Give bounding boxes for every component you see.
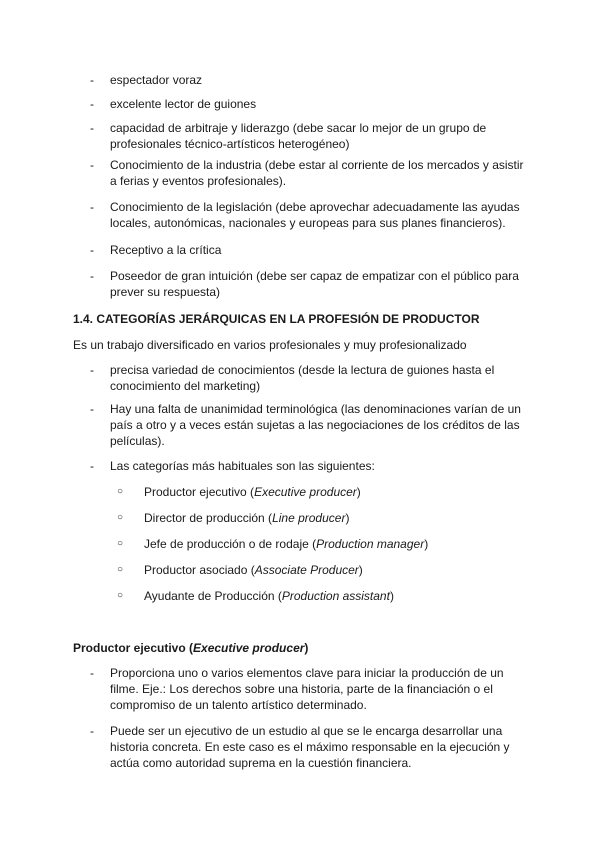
- list-item-text: compromiso de un talento artístico determinado.: [110, 698, 367, 712]
- list-item-text: profesionales técnico-artísticos heterogéneo): [110, 137, 350, 151]
- subsection-heading: Productor ejecutivo (Executive producer): [73, 641, 309, 655]
- dash-bullet: -: [90, 666, 94, 680]
- dash-bullet: -: [90, 363, 94, 377]
- dash-bullet: -: [90, 158, 94, 172]
- category-english-name: Production assistant: [281, 589, 390, 603]
- dash-bullet: -: [90, 121, 94, 135]
- circle-bullet-icon: ○: [117, 538, 124, 549]
- list-item-text: Proporciona uno o varios elementos clave para iniciar la producción de un: [110, 666, 504, 680]
- section-heading: 1.4. CATEGORÍAS JERÁRQUICAS EN LA PROFESIÓN DE PRODUCTOR: [73, 312, 480, 326]
- list-item-text: Hay una falta de unanimidad terminológica (las denominaciones varían de un: [110, 402, 521, 416]
- list-item-text: a ferias y eventos profesionales).: [110, 174, 287, 188]
- list-item-text: filme. Eje.: Los derechos sobre una historia, parte de la financiación o el: [110, 682, 493, 696]
- category-name: Ayudante de Producción (: [144, 589, 282, 603]
- document-page: - espectador voraz - excelente lector de guiones - capacidad de arbitraje y liderazgo (debe sacar lo mejor de un grupo de profesionales técnico-artísticos heterogéneo) - Conocimiento de la industria (debe estar al corriente de los mercados y asistir a ferias y eventos profesionales). - Conocimiento de la legislación (debe aprovechar adecuadamente las ayudas locales, autonómicas, nacionales y europeas para sus planes financieros). - Receptivo a la crítica - Poseedor de gran intuición (debe ser capaz de empatizar con el público para prever su respuesta) 1.4. CATEGORÍAS JERÁRQUICAS EN LA PROFESIÓN DE PRODUCTOR Es un trabajo diversificado en varios profesionales y muy profesionalizado - precisa variedad de conocimientos (desde la lectura de guiones hasta el conocimiento del marketing) - Hay una falta de unanimidad terminológica (las denominaciones varían de un país a otro y a veces están sujetas a las negociaciones de los créditos de las películas). - Las categorías más habituales son las siguientes: ○ Productor ejecutivo (Executive producer) ○ Director de producción (Line producer) ○ Jefe de producción o de rodaje (Production manager) ○ Productor asociado (Associate Producer) ○ Ayudante de Producción (Production assistant) Productor ejecutivo (Executive producer) - Proporciona uno o varios elementos clave para iniciar la producción de un filme. Eje.: Los derechos sobre una historia, parte de la financiación o el compromiso de un talento artístico determinado. - Puede ser un ejecutivo de un estudio al que se le encarga desarrollar una historia concreta. En este caso es el máximo responsable en la ejecución y actúa como autoridad suprema en la cuestión financiera.: [0, 0, 600, 848]
- list-item-text: Conocimiento de la legislación (debe aprovechar adecuadamente las ayudas: [110, 200, 520, 214]
- dash-bullet: -: [90, 724, 94, 738]
- category-english-name: Line producer: [272, 511, 346, 525]
- list-item-text: Las categorías más habituales son las siguientes:: [110, 459, 375, 473]
- list-item-text: películas).: [110, 434, 165, 448]
- circle-bullet-icon: ○: [117, 486, 124, 497]
- circle-bullet-icon: ○: [117, 564, 124, 575]
- list-item-text: conocimiento del marketing): [110, 379, 261, 393]
- dash-bullet: -: [90, 269, 94, 283]
- dash-bullet: -: [90, 97, 94, 111]
- dash-bullet: -: [90, 243, 94, 257]
- intro-paragraph: Es un trabajo diversificado en varios profesionales y muy profesionalizado: [73, 338, 467, 352]
- dash-bullet: -: [90, 459, 94, 473]
- category-name: Director de producción (: [144, 511, 273, 525]
- circle-bullet-icon: ○: [117, 512, 124, 523]
- list-item-text: prever su respuesta): [110, 285, 221, 299]
- category-english-name: Executive producer: [254, 485, 357, 499]
- list-item-text: historia concreta. En este caso es el máximo responsable en la ejecución y: [110, 740, 510, 754]
- list-item-text: capacidad de arbitraje y liderazgo (debe sacar lo mejor de un grupo de: [110, 121, 487, 135]
- list-item-text: Poseedor de gran intuición (debe ser capaz de empatizar con el público para: [110, 269, 519, 283]
- category-english-name: Associate Producer: [254, 563, 359, 577]
- list-item-text: Receptivo a la crítica: [110, 243, 222, 257]
- category-name: Jefe de producción o de rodaje (: [144, 537, 317, 551]
- category-name: Productor ejecutivo (: [144, 485, 255, 499]
- dash-bullet: -: [90, 200, 94, 214]
- list-item-text: Conocimiento de la industria (debe estar al corriente de los mercados y asistir: [110, 158, 524, 172]
- dash-bullet: -: [90, 73, 94, 87]
- list-item-text: país a otro y a veces están sujetas a las negociaciones de los créditos de las: [110, 418, 520, 432]
- list-item-text: locales, autonómicas, nacionales y europeas para sus planes financieros).: [110, 216, 506, 230]
- circle-bullet-icon: ○: [117, 590, 124, 601]
- list-item-text: espectador voraz: [110, 73, 203, 87]
- list-item-text: precisa variedad de conocimientos (desde la lectura de guiones hasta el: [110, 363, 495, 377]
- category-english-name: Production manager: [316, 537, 425, 551]
- list-item-text: Puede ser un ejecutivo de un estudio al que se le encarga desarrollar una: [110, 724, 503, 738]
- list-item-text: excelente lector de guiones: [110, 97, 257, 111]
- category-name: Productor asociado (: [144, 563, 255, 577]
- dash-bullet: -: [90, 402, 94, 416]
- list-item-text: actúa como autoridad suprema en la cuestión financiera.: [110, 756, 412, 770]
